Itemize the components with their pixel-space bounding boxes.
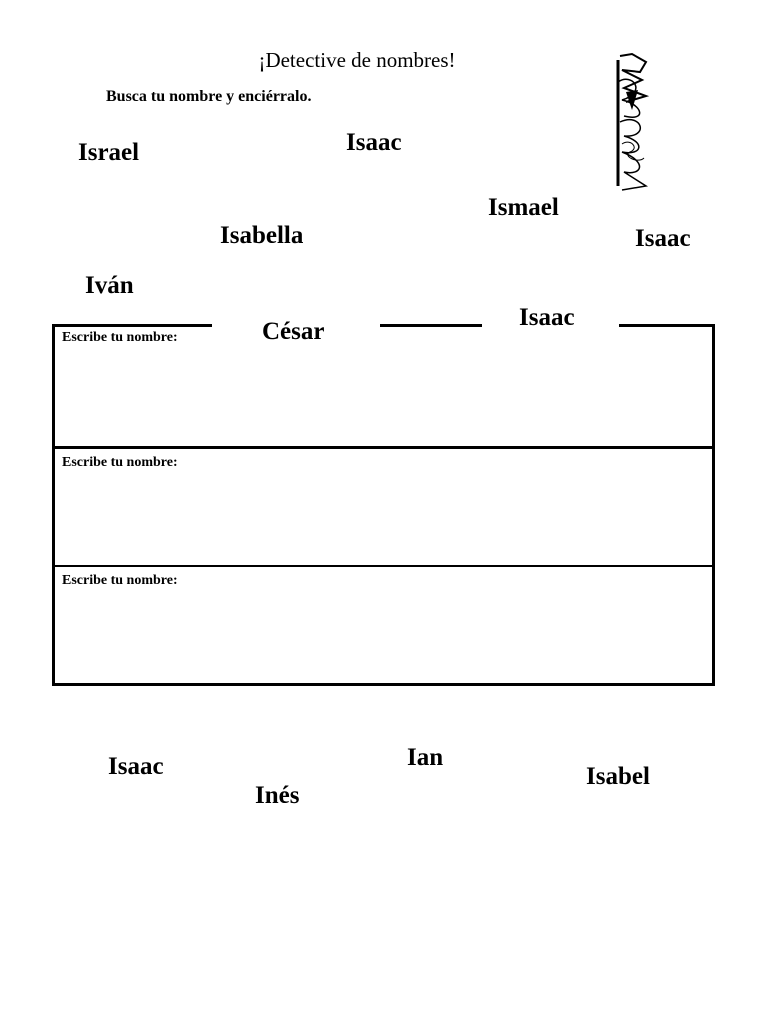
page-title: ¡Detective de nombres! <box>258 48 456 72</box>
name-isaac-2[interactable]: Isaac <box>635 225 691 252</box>
instructions: Busca tu nombre y enciérralo. <box>106 88 312 105</box>
write-row-label: Escribe tu nombre: <box>62 330 178 345</box>
name-israel[interactable]: Israel <box>78 139 140 166</box>
write-name-box <box>52 324 715 686</box>
name-ismael[interactable]: Ismael <box>488 194 559 221</box>
name-isaac-4[interactable]: Isaac <box>108 753 164 780</box>
name-ines[interactable]: Inés <box>255 782 300 809</box>
name-ian[interactable]: Ian <box>407 744 444 771</box>
write-row-2[interactable] <box>55 449 712 567</box>
write-row-label: Escribe tu nombre: <box>62 455 178 470</box>
name-isabella[interactable]: Isabella <box>220 222 304 249</box>
write-row-label: Escribe tu nombre: <box>62 573 178 588</box>
scribble-illustration-icon <box>612 52 652 192</box>
write-row-3[interactable] <box>55 567 712 683</box>
name-isabel[interactable]: Isabel <box>586 763 650 790</box>
name-ivan[interactable]: Iván <box>85 272 134 299</box>
name-isaac-1[interactable]: Isaac <box>346 129 402 156</box>
name-cesar[interactable]: César <box>262 318 325 345</box>
write-row-1[interactable] <box>55 324 712 449</box>
name-isaac-3[interactable]: Isaac <box>519 304 575 331</box>
